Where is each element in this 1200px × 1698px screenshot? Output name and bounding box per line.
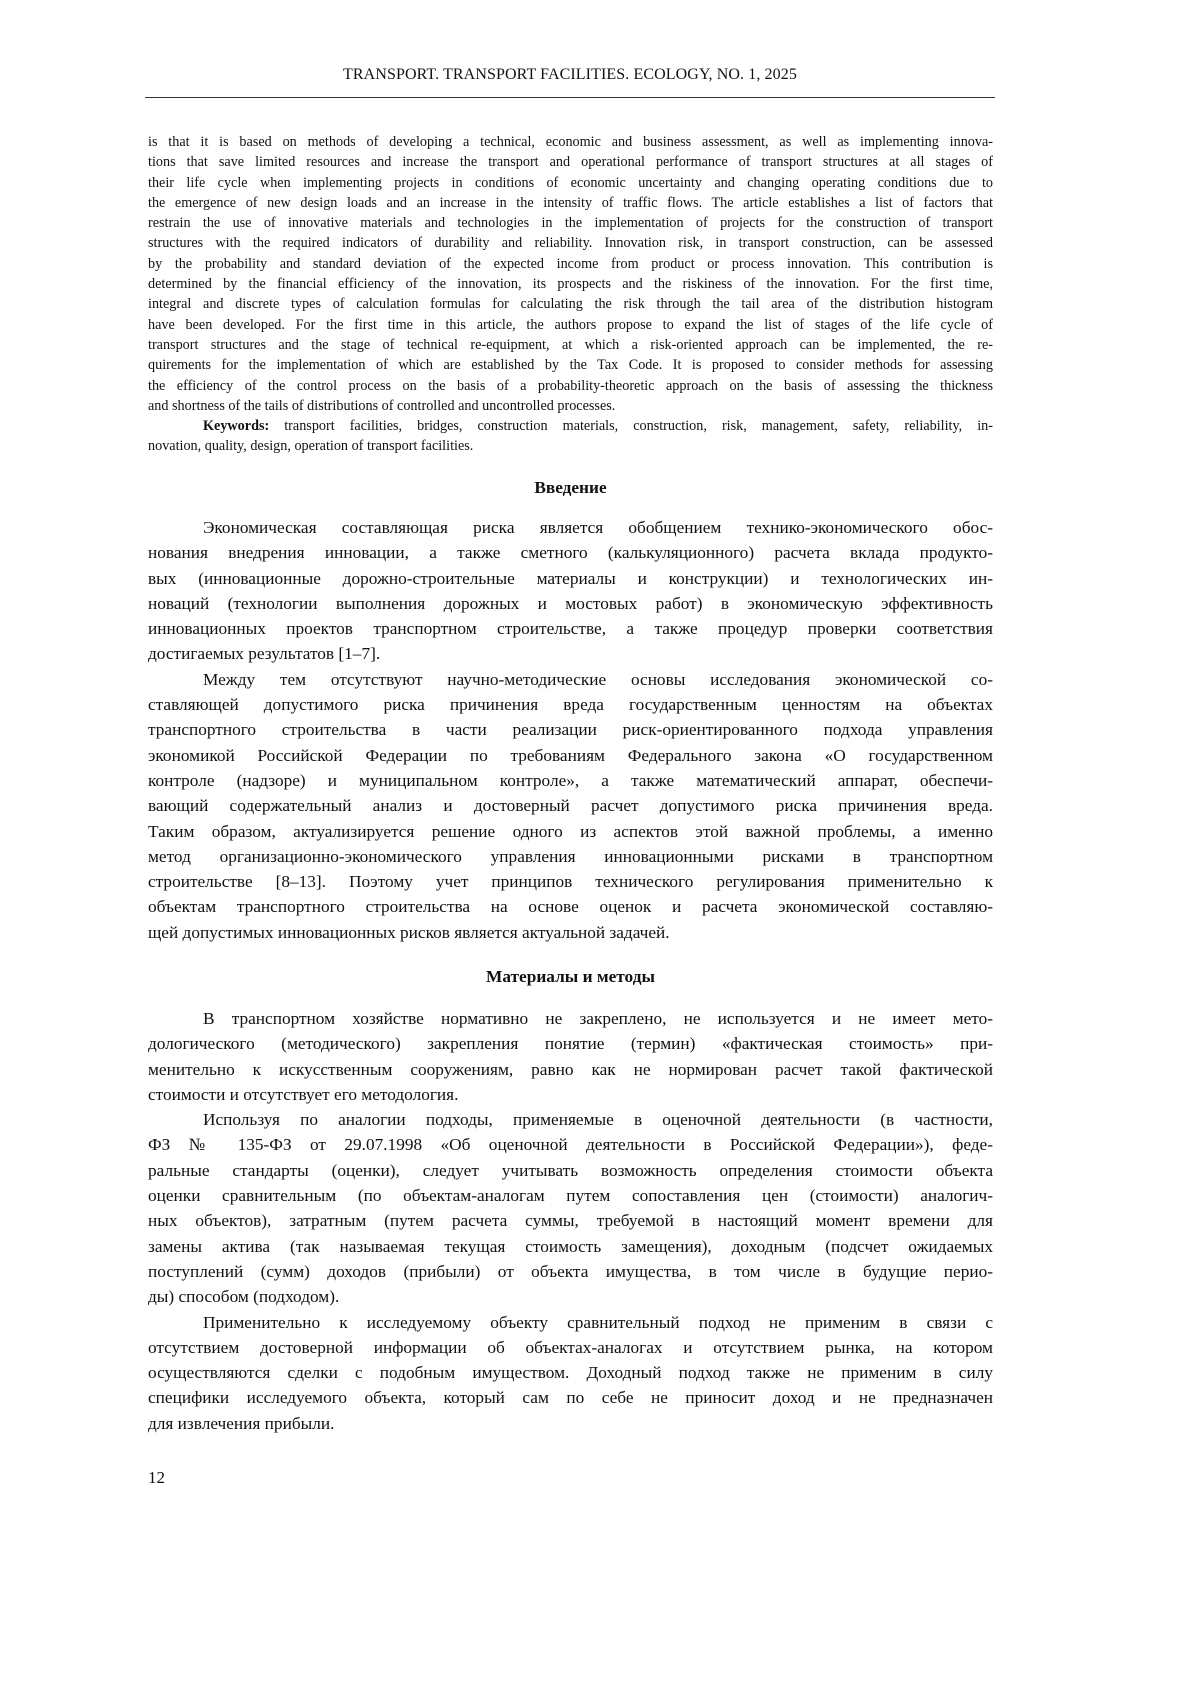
paragraph-line: специфики исследуемого объекта, который сам по себе не приносит доход и не предназначен — [148, 1388, 993, 1408]
paragraph-line: ставляющей допустимого риска причинения вреда государственным ценностям на объектах — [148, 695, 993, 715]
page-number: 12 — [148, 1468, 165, 1487]
paragraph-line: нования внедрения инновации, а также сметного (калькуляционного) расчета вклада продукто- — [148, 543, 993, 563]
paragraph-line: контроле (надзоре) и муниципальном контроле», а также математический аппарат, обеспечи- — [148, 770, 993, 790]
abstract-line: restrain the use of innovative materials and technologies in the implementation of projects for the construction of transport — [148, 215, 993, 232]
abstract-line: determined by the financial efficiency of the innovation, its prospects and the riskiness of the innovation. For the first time, — [148, 276, 993, 293]
abstract-line: by the probability and standard deviation of the expected income from product or process innovation. This contribution is — [148, 255, 993, 272]
paragraph — [148, 1107, 993, 1309]
abstract-line: their life cycle when implementing projects in conditions of economic uncertainty and changing operating conditions due to — [148, 174, 993, 191]
keywords-line — [148, 416, 993, 436]
section-methods-body — [148, 1006, 993, 1436]
abstract-line: tions that save limited resources and increase the transport and operational performance of transport structures at all stages of — [148, 154, 993, 171]
paragraph — [148, 1310, 993, 1436]
section-heading-methods: Материалы и методы — [486, 967, 655, 986]
paragraph-line: для извлечения прибыли. — [148, 1413, 335, 1433]
paragraph-line: отсутствием достоверной информации об объектах-аналогах и отсутствием рынка, на котором — [148, 1337, 993, 1357]
abstract-line: integral and discrete types of calculation formulas for calculating the risk through the tail area of the distribution histogram — [148, 296, 993, 313]
paragraph-line: оценки сравнительным (по объектам-аналогам путем сопоставления цен (стоимости) аналогич- — [148, 1186, 993, 1206]
paragraph-line: вых (инновационные дорожно-строительные материалы и конструкции) и технологических ин- — [148, 568, 993, 588]
paragraph-line: осуществляются сделки с подобным имуществом. Доходный подход также не применим в силу — [148, 1363, 993, 1383]
paragraph — [148, 1006, 993, 1107]
paragraph-line: менительно к искусственным сооружениям, равно как не нормирован расчет такой фактической — [148, 1059, 993, 1079]
paragraph-line: инновационных проектов транспортном строительстве, а также процедур проверки соответствия — [148, 619, 993, 639]
header-rule — [145, 97, 995, 98]
paragraph-line: ральные стандарты (оценки), следует учитывать возможность определения стоимости объекта — [148, 1160, 993, 1180]
keywords-text: transport facilities, bridges, construction materials, construction, risk, management, safety, reliability, in- — [269, 418, 993, 435]
section-heading-introduction: Введение — [534, 478, 607, 497]
keywords-line: novation, quality, design, operation of transport facilities. — [148, 438, 474, 455]
running-header: TRANSPORT. TRANSPORT FACILITIES. ECOLOGY, NO. 1, 2025 — [343, 66, 797, 83]
paragraph-line: Используя по аналогии подходы, применяемые в оценочной деятельности (в частности, — [203, 1110, 993, 1130]
paragraph-line: щей допустимых инновационных рисков является актуальной задачей. — [148, 922, 670, 942]
paragraph-line: ды) способом (подходом). — [148, 1287, 340, 1307]
abstract-line: have been developed. For the first time in this article, the authors propose to expand the list of stages of the life cycle of — [148, 316, 993, 333]
paragraph-line: метод организационно-экономического управления инновационными рисками в транспортном — [148, 846, 993, 866]
keywords-label: Keywords: — [203, 418, 270, 435]
paragraph-line: В транспортном хозяйстве нормативно не закреплено, не используется и не имеет мето- — [203, 1009, 993, 1028]
paragraph-line: экономикой Российской Федерации по требованиям Федерального закона «О государственном — [148, 745, 993, 765]
abstract-line: and shortness of the tails of distributions of controlled and uncontrolled processes. — [148, 397, 616, 414]
paragraph-line: Применительно к исследуемому объекту сравнительный подход не применим в связи с — [203, 1312, 993, 1332]
paragraph-line: дологического (методического) закрепления понятие (термин) «фактическая стоимость» при- — [148, 1034, 993, 1054]
paragraph-line: поступлений (сумм) доходов (прибыли) от объекта имущества, в том числе в будущие перио- — [148, 1261, 993, 1281]
paragraph-line: строительстве [8–13]. Поэтому учет принципов технического регулирования применительно к — [148, 872, 993, 892]
paragraph — [148, 515, 993, 667]
abstract-line: is that it is based on methods of developing a technical, economic and business assessment, as well as implementing innova- — [148, 134, 993, 150]
paragraph-line: достигаемых результатов [1–7]. — [148, 644, 381, 664]
abstract — [148, 132, 993, 457]
paragraph-line: транспортного строительства в части реализации риск-ориентированного подхода управления — [148, 720, 993, 740]
paragraph-line: Таким образом, актуализируется решение одного из аспектов этой важной проблемы, а именно — [148, 821, 993, 841]
paragraph-line: объектам транспортного строительства на основе оценок и расчета экономической составляю- — [148, 897, 993, 917]
abstract-line: the emergence of new design loads and an increase in the intensity of traffic flows. The article establishes a list of factors that — [148, 194, 993, 211]
abstract-line: structures with the required indicators of durability and reliability. Innovation risk, in transport construction, can be assessed — [148, 235, 993, 252]
abstract-line: quirements for the implementation of which are established by the Tax Code. It is proposed to consider methods for assessing — [148, 357, 993, 374]
section-introduction-body — [148, 515, 993, 945]
paragraph-line: стоимости и отсутствует его методология. — [148, 1084, 459, 1104]
paragraph-line: замены актива (так называемая текущая стоимость замещения), доходным (подсчет ожидаемых — [148, 1236, 993, 1256]
paragraph-line: вающий содержательный анализ и достоверный расчет допустимого риска причинения вреда. — [148, 796, 993, 816]
paragraph — [148, 667, 993, 945]
paragraph-line: новаций (технологии выполнения дорожных и мостовых работ) в экономическую эффективность — [148, 593, 993, 613]
abstract-line: transport structures and the stage of technical re-equipment, at which a risk-oriented approach can be implemented, the re- — [148, 336, 993, 353]
paragraph-line: Между тем отсутствуют научно-методические основы исследования экономической со- — [203, 669, 993, 689]
paragraph-line: Экономическая составляющая риска является обобщением технико-экономического обос- — [203, 518, 993, 537]
paragraph-line: ных объектов), затратным (путем расчета суммы, требуемой в настоящий момент времени для — [148, 1211, 993, 1231]
abstract-line: the efficiency of the control process on the basis of a probability-theoretic approach on the basis of assessing the thickness — [148, 377, 993, 394]
paragraph-line: ФЗ № 135-ФЗ от 29.07.1998 «Об оценочной деятельности в Российской Федерации»), феде- — [148, 1135, 993, 1155]
